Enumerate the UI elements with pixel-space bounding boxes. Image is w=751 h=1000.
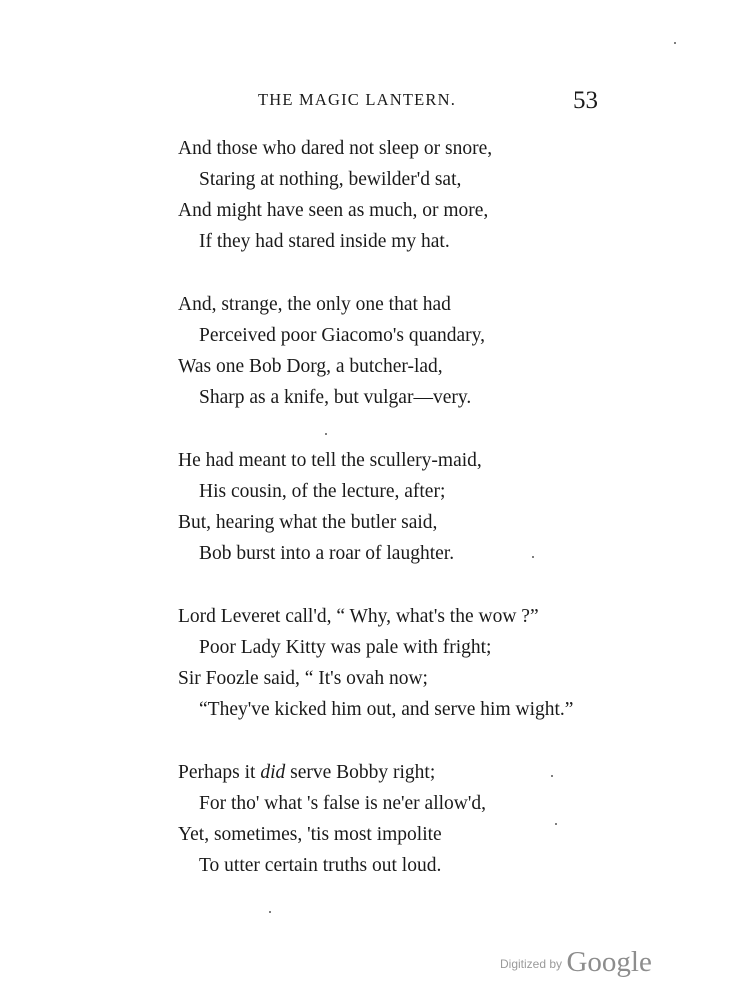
stanza-3 bbox=[178, 445, 658, 569]
stanza-5 bbox=[178, 757, 658, 881]
stanza-1-line-4: If they had stared inside my hat. bbox=[199, 231, 450, 252]
stanza-3-line-4: Bob burst into a roar of laughter. bbox=[199, 543, 455, 564]
stanza-1-line-2: Staring at nothing, bewilder'd sat, bbox=[199, 169, 462, 190]
stanza-5-line-3: Yet, sometimes, 'tis most impolite bbox=[178, 824, 442, 845]
stanza-2 bbox=[178, 289, 658, 413]
print-speck bbox=[325, 433, 327, 435]
stanza-2-line-1: And, strange, the only one that had bbox=[178, 294, 451, 315]
emphasis-word: did bbox=[260, 762, 286, 783]
print-speck bbox=[551, 775, 553, 777]
page-number: 53 bbox=[573, 87, 598, 114]
google-logo: Google bbox=[566, 946, 652, 978]
stanza-4-line-1: Lord Leveret call'd, “ Why, what's the wow ?” bbox=[178, 606, 539, 627]
stanza-1 bbox=[178, 133, 658, 257]
stanza-5-line-4: To utter certain truths out loud. bbox=[199, 855, 442, 876]
stanza-4-line-2: Poor Lady Kitty was pale with fright; bbox=[199, 637, 492, 658]
stanza-1-line-1: And those who dared not sleep or snore, bbox=[178, 138, 493, 159]
stanza-3-line-3: But, hearing what the butler said, bbox=[178, 512, 438, 533]
stanza-3-line-1: He had meant to tell the scullery-maid, bbox=[178, 450, 482, 471]
stanza-5-line-1: Perhaps it did serve Bobby right; bbox=[178, 762, 436, 783]
stanza-2-line-4: Sharp as a knife, but vulgar—very. bbox=[199, 387, 472, 408]
stanza-3-line-2: His cousin, of the lecture, after; bbox=[199, 481, 446, 502]
print-speck bbox=[532, 556, 534, 558]
running-head: THE MAGIC LANTERN. bbox=[258, 90, 457, 109]
stanza-5-line-2: For tho' what 's false is ne'er allow'd, bbox=[199, 793, 486, 814]
stanza-2-line-2: Perceived poor Giacomo's quandary, bbox=[199, 325, 485, 346]
stanza-4-line-3: Sir Foozle said, “ It's ovah now; bbox=[178, 668, 428, 689]
stanza-2-line-3: Was one Bob Dorg, a butcher-lad, bbox=[178, 356, 443, 377]
print-speck bbox=[674, 42, 676, 44]
digitized-by-google-watermark bbox=[500, 946, 652, 979]
watermark-prefix: Digitized by bbox=[500, 957, 563, 971]
print-speck bbox=[555, 823, 557, 825]
print-speck bbox=[269, 911, 271, 913]
stanza-1-line-3: And might have seen as much, or more, bbox=[178, 200, 489, 221]
stanza-4 bbox=[178, 601, 658, 725]
stanza-4-line-4: “They've kicked him out, and serve him wight.” bbox=[199, 699, 574, 720]
